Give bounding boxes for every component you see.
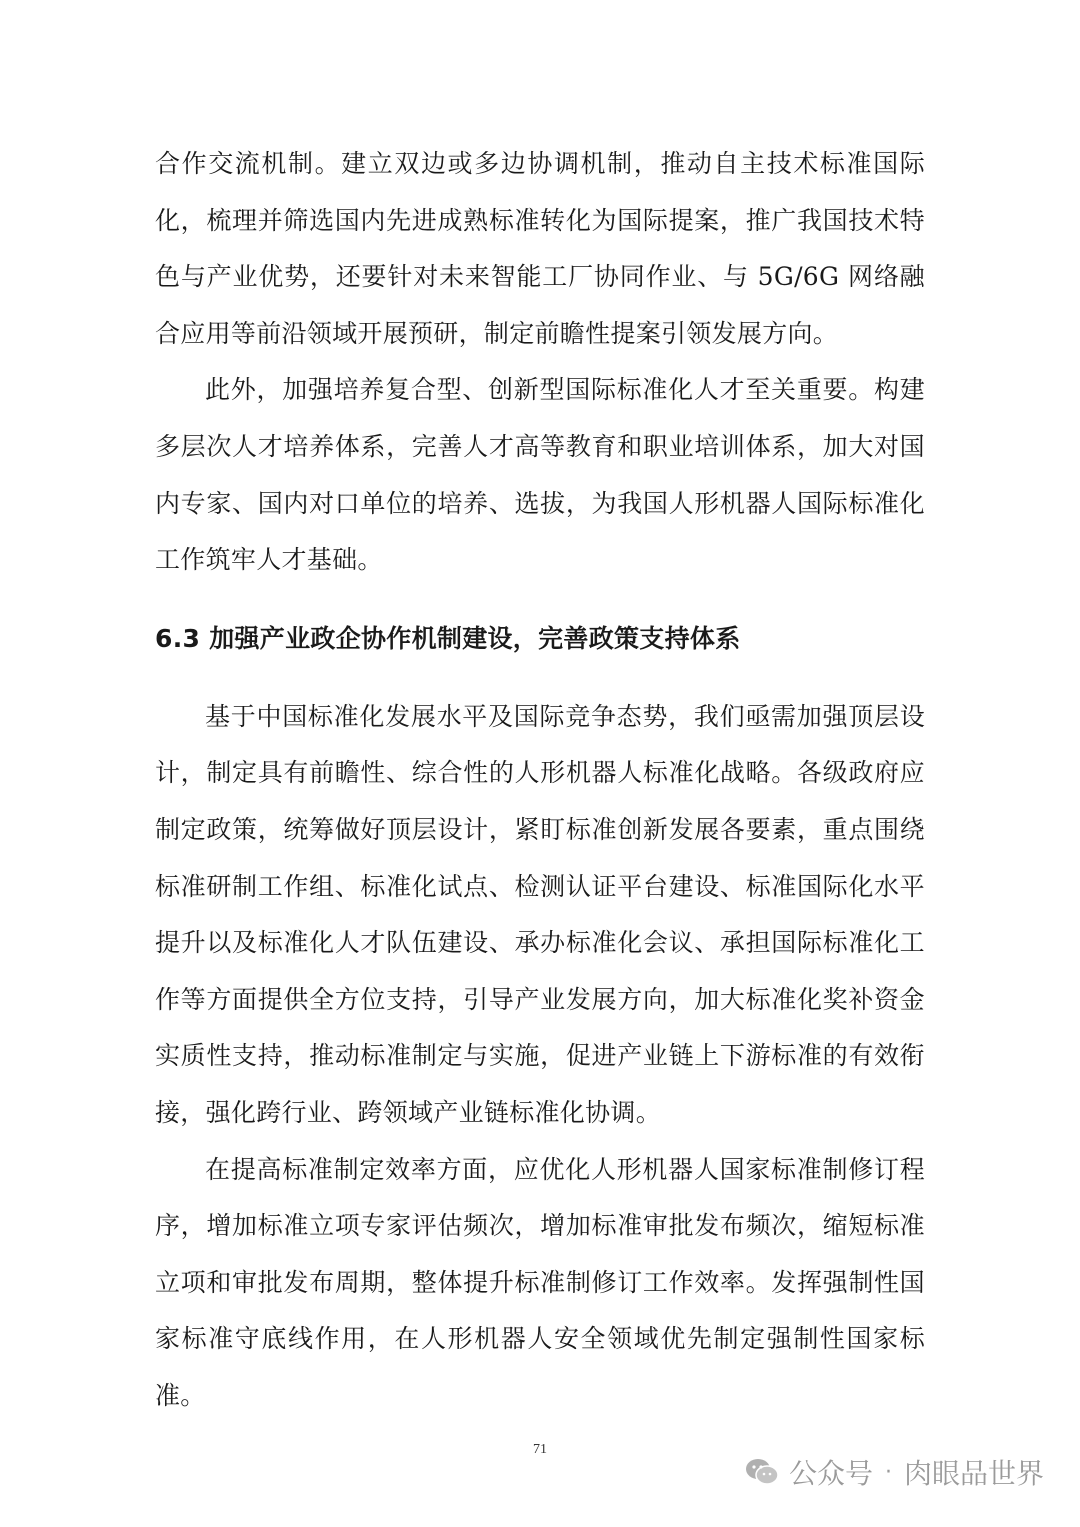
paragraph: 此外，加强培养复合型、创新型国际标准化人才至关重要。构建多层次人才培养体系，完善人才高等教育和职业培训体系，加大对国内专家、国内对口单位的培养、选拔，为我国人形机器人国际标准化工作筑牢人才基础。 — [155, 375, 925, 575]
paragraph: 基于中国标准化发展水平及国际竞争态势，我们亟需加强顶层设计，制定具有前瞻性、综合性的人形机器人标准化战略。各级政府应制定政策，统筹做好顶层设计，紧盯标准创新发展各要素，重点围绕标准研制工作组、标准化试点、检测认证平台建设、标准国际化水平提升以及标准化人才队伍建设、承办标准化会议、承担国际标准化工作等方面提供全方位支持，引导产业发展方向，加大标准化奖补资金实质性支持，推动标准制定与实施，促进产业链上下游标准的有效衔接，强化跨行业、跨领域产业链标准化协调。 — [155, 701, 925, 1127]
watermark-account: 肉眼品世界 — [903, 1457, 1044, 1490]
page-number: 71 — [533, 1442, 547, 1457]
section-heading: 6.3 加强产业政企协作机制建设，完善政策支持体系 — [155, 623, 741, 653]
watermark — [745, 1452, 1044, 1492]
watermark-separator: · — [884, 1459, 892, 1485]
wechat-icon — [745, 1457, 779, 1487]
paragraph: 合作交流机制。建立双边或多边协调机制，推动自主技术标准国际化，梳理并筛选国内先进成熟标准转化为国际提案，推广我国技术特色与产业优势，还要针对未来智能工厂协同作业、与 5G/6G 网络融合应用等前沿领域开展预研，制定前瞻性提案引领发展方向。 — [155, 149, 925, 348]
watermark-label: 公众号 — [788, 1457, 873, 1490]
page-content — [155, 136, 925, 1424]
paragraph: 在提高标准制定效率方面，应优化人形机器人国家标准制修订程序，增加标准立项专家评估频次，增加标准审批发布频次，缩短标准立项和审批发布周期，整体提升标准制修订工作效率。发挥强制性国家标准守底线作用，在人形机器人安全领域优先制定强制性国家标准。 — [155, 1154, 925, 1410]
